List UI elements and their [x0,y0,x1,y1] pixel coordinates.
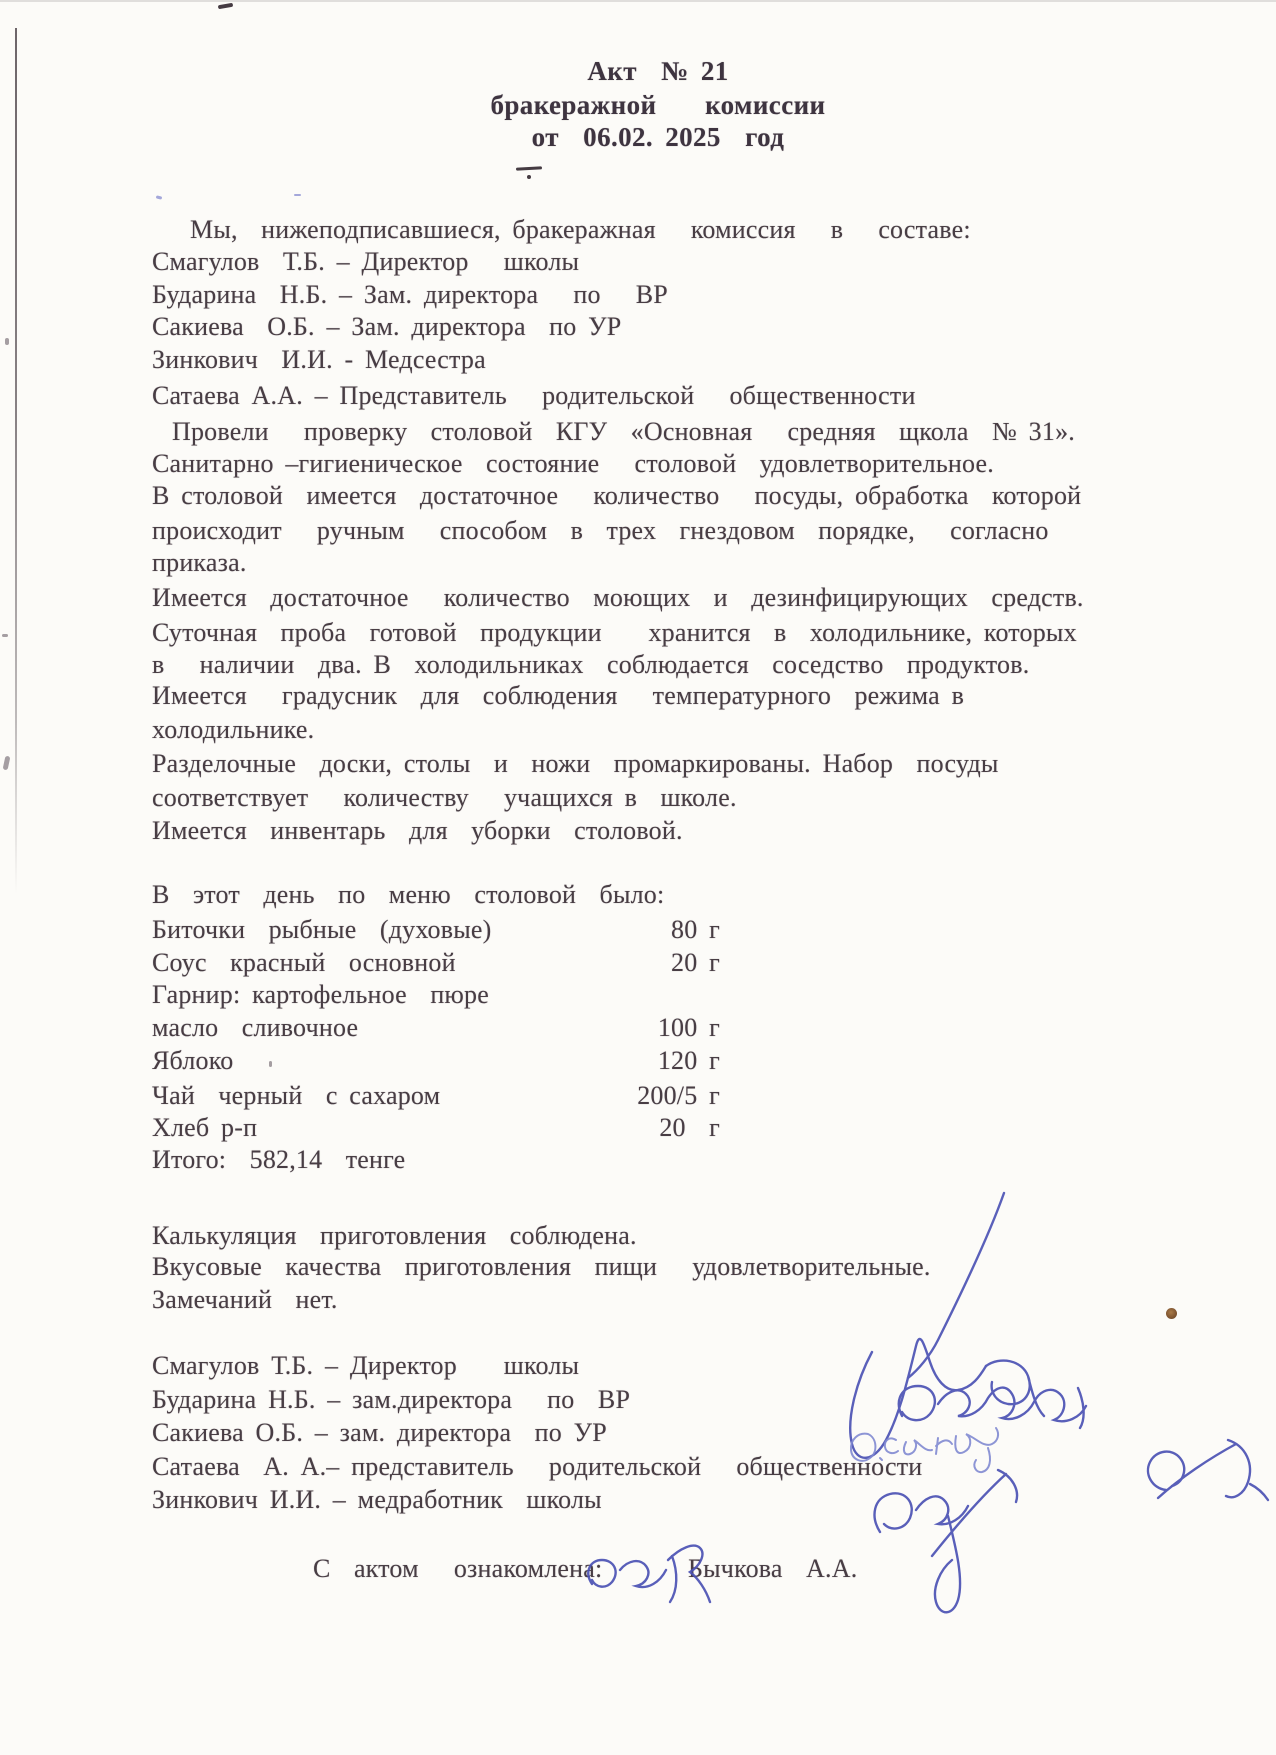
scan-left-line-artifact [15,28,17,894]
menu-item-name: Биточки рыбные (духовые) [152,915,492,944]
signature-director [850,1193,1044,1458]
menu-item-weight: 20 г [671,948,720,977]
acknowledgement-name: Бычкова А.А. [688,1554,858,1583]
signatory-line: Смагулов Т.Б. – Директор школы [152,1351,580,1380]
menu-item-name: Хлеб р-п [152,1113,258,1142]
signature-deputy-vr [899,1386,1086,1428]
closing-line: Замечаний нет. [152,1285,338,1314]
menu-item-weight: 200/5 г [637,1081,720,1110]
menu-total: Итого: 582,14 тенге [152,1145,406,1174]
menu-heading: В этот день по меню столовой было: [152,880,665,909]
scan-speck [3,756,11,771]
scan-speck [218,3,233,10]
body-line: В столовой имеется достаточное количество посуды, обработка которой [152,481,1082,510]
scan-speck [269,1061,272,1067]
body-line: Зинкович И.И. - Медсестра [152,345,486,374]
menu-item-name: Гарнир: картофельное пюре [152,980,489,1009]
body-line: Имеется инвентарь для уборки столовой. [152,816,683,845]
menu-item-name: Чай черный с сахаром [152,1081,441,1110]
menu-item-weight: 120 г [657,1046,720,1075]
body-line: приказа. [152,548,247,577]
pen-dash-under-date [516,166,542,170]
scan-speck [5,338,9,345]
signature-medical-worker [875,1470,1017,1612]
body-line: Сатаева А.А. – Представитель родительской общественности [152,381,916,410]
body-line: происходит ручным способом в трех гнездовом порядке, согласно [152,516,1049,545]
menu-item-name: Соус красный основной [152,948,456,977]
signature-parent-representative [1148,1440,1268,1500]
body-line: Разделочные доски, столы и ножи промаркированы. Набор посуды [152,749,999,778]
signatory-line: Сатаева А. А.– представитель родительской общественности [152,1452,923,1481]
scan-top-edge [0,0,1276,2]
signatory-line: Зинкович И.И. – медработник школы [152,1485,602,1514]
body-line: холодильнике. [152,715,315,744]
menu-item-weight: 100 г [657,1013,720,1042]
scan-speck [156,195,163,199]
body-line: Сакиева О.Б. – Зам. директора по УР [152,312,622,341]
signatory-line: Сакиева О.Б. – зам. директора по УР [152,1418,607,1447]
body-line: Суточная проба готовой продукции хранится в холодильнике, которых [152,618,1077,647]
body-line: Санитарно –гигиеническое состояние столовой удовлетворительное. [152,449,994,478]
closing-line: Вкусовые качества приготовления пищи удовлетворительные. [152,1252,931,1281]
menu-item-name: масло сливочное [152,1013,359,1042]
menu-item-weight: 80 г [671,915,720,944]
menu-item-weight: 20 г [659,1113,720,1142]
body-line: Бударина Н.Б. – Зам. директора по ВР [152,280,668,309]
menu-item-name: Яблоко [152,1046,234,1075]
doc-title-line-2: бракеражной комиссии [490,90,826,120]
doc-title-line-1: Акт № 21 [587,56,729,86]
pen-dot-under-date [527,175,531,179]
body-line: Имеется градусник для соблюдения температурного режима в [152,681,965,710]
acknowledgement-label: С актом ознакомлена: [313,1554,603,1583]
body-line: в наличии два. В холодильниках соблюдается соседство продуктов. [152,650,1030,679]
body-line: соответствует количеству учащихся в школе. [152,783,737,812]
body-line: Мы, нижеподписавшиеся, бракеражная комиссия в составе: [190,215,971,244]
scan-speck [294,194,301,196]
body-line: Имеется достаточное количество моющих и дезинфицирующих средств. [152,583,1084,612]
closing-line: Калькуляция приготовления соблюдена. [152,1221,637,1250]
signatory-line: Бударина Н.Б. – зам.директора по ВР [152,1385,631,1414]
ink-stain-dot [1166,1308,1177,1319]
body-line: Провели проверку столовой КГУ «Основная средняя щкола № 31». [172,417,1075,446]
doc-title-line-3: от 06.02. 2025 год [531,122,785,152]
scan-speck [2,634,8,637]
body-line: Смагулов Т.Б. – Директор школы [152,247,580,276]
